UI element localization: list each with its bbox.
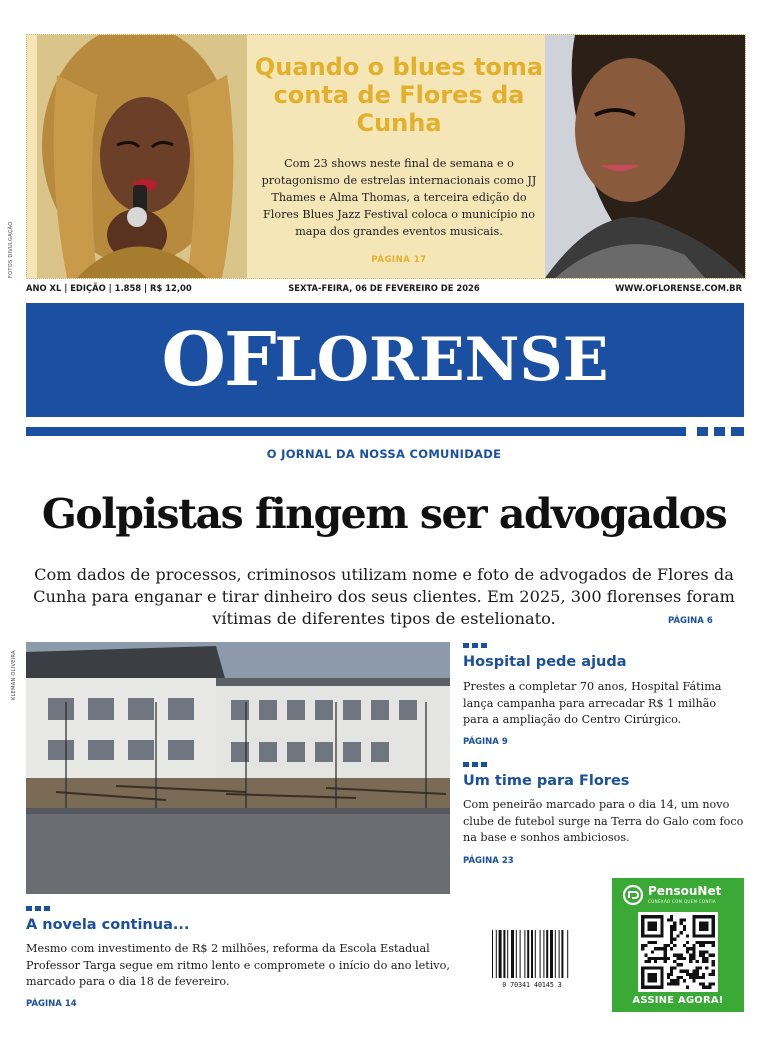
qr-cell [696,941,699,944]
qr-cell [664,957,667,960]
barcode [486,928,578,990]
qr-cell [699,982,702,985]
barcode-bar [559,930,560,978]
qr-cell [670,934,673,937]
qr-cell [692,976,695,979]
barcode-bar [499,930,502,978]
qr-cell [676,957,679,960]
qr-cell [667,976,670,979]
qr-cell [702,976,705,979]
school-photo-credit: KLEMAN OLIVEIRA [11,650,17,700]
issue-date: SEXTA-FEIRA, 06 DE FEVEREIRO DE 2026 [288,283,480,293]
qr-cell [692,954,695,957]
qr-cell [660,947,663,950]
qr-cell [670,982,673,985]
qr-cell [654,957,657,960]
qr-cell [673,922,676,925]
qr-cell [673,944,676,947]
barcode-bar [535,930,536,978]
barcode-bar [567,930,568,978]
qr-cell [651,941,654,944]
qr-cell [696,976,699,979]
qr-cell [673,960,676,963]
qr-cell [708,973,711,976]
story-page-time[interactable]: PÁGINA 23 [463,856,514,866]
qr-cell [702,960,705,963]
qr-cell [673,954,676,957]
qr-cell [699,976,702,979]
qr-cell [670,931,673,934]
qr-cell [705,966,708,969]
barcode-bar [527,930,529,978]
barcode-bar [561,930,563,978]
qr-cell [702,982,705,985]
edition-info: ANO XL | EDIÇÃO | 1.858 | R$ 12,00 [26,283,192,293]
qr-cell [673,982,676,985]
barcode-bar [511,930,514,978]
subscribe-now-button[interactable]: ASSINE AGORA! [632,995,724,1006]
qr-cell [676,934,679,937]
qr-cell [702,950,705,953]
banner-headline[interactable]: Quando o blues toma conta de Flores da Cunha [254,53,544,137]
qr-cell [692,944,695,947]
qr-cell [689,957,692,960]
qr-cell [705,960,708,963]
story-dots [463,643,487,648]
qr-cell [664,960,667,963]
qr-cell [702,941,705,944]
qr-cell [680,918,683,921]
qr-cell [644,944,647,947]
story-title-novela[interactable]: A novela continua... [26,917,190,933]
qr-cell [705,957,708,960]
story-title-time[interactable]: Um time para Flores [463,773,630,789]
qr-cell [651,950,654,953]
barcode-bar [540,930,541,978]
masthead-rule-square [714,427,725,436]
qr-cell [680,963,683,966]
barcode-bar [546,930,548,978]
qr-cell [699,950,702,953]
story-title-hospital[interactable]: Hospital pede ajuda [463,654,627,670]
qr-cell [680,922,683,925]
qr-cell [670,938,673,941]
qr-cell [676,963,679,966]
qr-cell [696,973,699,976]
qr-cell [667,982,670,985]
qr-cell [696,970,699,973]
qr-cell [712,960,715,963]
qr-cell [689,960,692,963]
festival-promo-banner[interactable] [26,34,746,279]
qr-cell [712,941,715,944]
qr-cell [667,944,670,947]
barcode-bar [496,930,497,978]
qr-cell [699,966,702,969]
lead-headline[interactable]: Golpistas fingem ser advogados [41,490,727,538]
qr-cell [644,960,647,963]
qr-cell [708,954,711,957]
qr-cell [680,954,683,957]
qr-cell [680,970,683,973]
banner-page-reference[interactable]: PÁGINA 17 [371,255,427,265]
qr-cell [705,941,708,944]
qr-cell [676,982,679,985]
qr-cell [660,957,663,960]
qr-cell [673,966,676,969]
lead-deck: Com dados de processos, criminosos utilizam nome e foto de advogados de Flores da Cunha para enganar e tirar dinheiro dos seus clientes. Em 2025, 300 florenses foram vítimas de diferentes tipos de estelionato. [33,565,735,628]
qr-cell [683,928,686,931]
qr-cell [654,947,657,950]
barcode-bar [555,930,556,978]
qr-cell [651,957,654,960]
qr-cell [702,944,705,947]
qr-cell [686,986,689,989]
qr-cell [670,925,673,928]
qr-cell [648,941,651,944]
qr-cell [648,960,651,963]
qr-cell [712,944,715,947]
qr-cell [699,954,702,957]
qr-cell [696,966,699,969]
masthead [26,303,744,417]
qr-cell [667,918,670,921]
qr-cell [686,947,689,950]
story-dots [26,906,50,911]
qr-cell [696,960,699,963]
qr-cell [692,947,695,950]
lead-page-reference[interactable]: PÁGINA 6 [668,616,713,626]
qr-cell [676,954,679,957]
qr-cell [708,986,711,989]
masthead-title-rest: LORENSE [274,325,609,395]
qr-cell [712,973,715,976]
qr-cell [654,941,657,944]
qr-cell [702,957,705,960]
qr-cell [641,944,644,947]
qr-cell [702,954,705,957]
ad-slogan: CONEXÃO COM QUEM CONFIA [648,899,716,904]
masthead-rule-square [697,427,708,436]
qr-cell [702,973,705,976]
qr-cell [667,973,670,976]
qr-cell [683,918,686,921]
qr-cell [683,957,686,960]
barcode-bar [507,930,508,978]
qr-cell [708,982,711,985]
qr-cell [648,973,658,983]
qr-cell [664,954,667,957]
qr-cell [689,947,692,950]
qr-cell [680,957,683,960]
story-body-hospital: Prestes a completar 70 anos, Hospital Fátima lança campanha para arrecadar R$ 1 milhão para a ampliação do Centro Cirúrgico. [463,680,722,726]
qr-cell [654,960,657,963]
qr-cell [680,976,683,979]
masthead-rule-square [731,427,744,436]
barcode-bar [531,930,533,978]
singer-photo-right [545,35,745,278]
qr-cell [705,986,708,989]
qr-cell [683,944,686,947]
qr-cell [670,947,673,950]
qr-cell [641,947,644,950]
qr-cell [683,970,686,973]
banner-photo-credit: FOTOS DIVULGAÇÃO [8,221,14,278]
story-page-hospital[interactable]: PÁGINA 9 [463,737,508,747]
qr-cell [683,925,686,928]
qr-cell [657,947,660,950]
qr-cell [673,979,676,982]
ad-brand-name: PensouNet [648,884,722,898]
website-link[interactable]: WWW.OFLORENSE.COM.BR [615,283,742,293]
barcode-bar [492,930,493,978]
qr-cell [648,922,658,932]
qr-cell [664,947,667,950]
qr-cell [689,954,692,957]
qr-cell [692,979,695,982]
school-construction-photo[interactable] [26,642,450,894]
qr-cell [670,928,673,931]
qr-cell [699,922,709,932]
story-dots [463,762,487,767]
masthead-rule [26,427,686,436]
qr-code-icon[interactable] [638,912,718,992]
qr-cell [686,950,689,953]
story-page-novela[interactable]: PÁGINA 14 [26,999,77,1009]
masthead-title[interactable] [26,303,744,417]
qr-cell [670,918,673,921]
qr-cell [689,976,692,979]
qr-cell [686,970,689,973]
barcode-bar [524,930,525,978]
qr-cell [686,941,689,944]
story-body-novela: Mesmo com investimento de R$ 2 milhões, reforma da Escola Estadual Professor Targa segue em ritmo lento e compromete o início do ano letivo, marcado para o dia 18 de fevereiro. [26,942,450,988]
qr-cell [699,944,702,947]
qr-cell [683,979,686,982]
qr-cell [664,950,667,953]
qr-cell [648,957,651,960]
qr-cell [689,973,692,976]
qr-cell [712,970,715,973]
qr-cell [712,982,715,985]
qr-cell [670,979,673,982]
qr-cell [673,938,676,941]
qr-cell [657,957,660,960]
qr-cell [692,957,695,960]
pensounet-ad[interactable] [612,878,744,1012]
masthead-title-o: O [161,317,224,403]
barcode-bar [550,930,553,978]
qr-cell [712,963,715,966]
story-body-time: Com peneirão marcado para o dia 14, um novo clube de futebol surge na Terra do Galo com foco na base e sonhos ambiciosos. [463,798,744,844]
qr-cell [670,941,673,944]
barcode-number: 0 70341 40145 3 [502,981,562,989]
qr-cell [644,954,647,957]
qr-cell [692,973,695,976]
qr-cell [670,966,673,969]
qr-cell [705,950,708,953]
barcode-bar [503,930,505,978]
qr-cell [670,970,673,973]
singer-photo-left [37,35,247,278]
qr-cell [686,934,689,937]
qr-cell [680,931,683,934]
masthead-title-f: F [223,317,275,403]
qr-cell [664,944,667,947]
qr-cell [676,979,679,982]
banner-body-text: Com 23 shows neste final de semana e o protagonismo de estrelas internacionais como JJ Thames e Alma Thomas, a terceira edição do Flores Blues Jazz Festival coloca o município no mapa dos grandes eventos musicais. [261,157,537,238]
qr-cell [686,973,689,976]
barcode-bar [516,930,517,978]
qr-cell [692,970,695,973]
qr-cell [673,928,676,931]
qr-cell [670,973,673,976]
barcode-bar [520,930,521,978]
qr-cell [667,957,670,960]
qr-cell [699,941,702,944]
barcode-bar [543,930,544,978]
qr-cell [676,976,679,979]
qr-cell [673,925,676,928]
qr-cell [702,986,705,989]
qr-cell [708,941,711,944]
masthead-tagline: O JORNAL DA NOSSA COMUNIDADE [266,447,502,461]
qr-cell [712,954,715,957]
qr-cell [670,915,673,918]
qr-cell [692,950,695,953]
